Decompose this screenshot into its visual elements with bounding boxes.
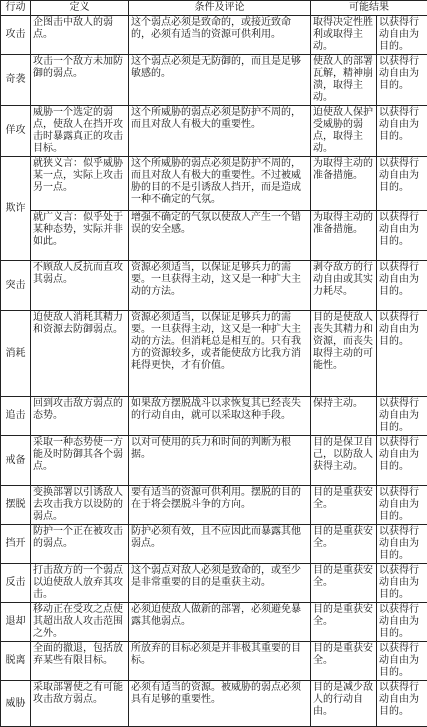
cell-conditions: 防护必须有效，且不应因此而暴露其他弱点。 [129,525,311,564]
cell-action: 脱离 [1,642,31,681]
cell-conditions: 这个弱点必须是致命的，或接近致命的，必须有适当的资源可供利用。 [129,16,311,55]
cell-result: 为取得主动的准备措施。 [311,157,377,211]
cell-conditions: 这个弱点必须是无防御的，而且是足够敏感的。 [129,55,311,106]
cell-purpose: 以获得行动自由为目的。 [377,642,427,681]
cell-result: 目的是重获安全。 [311,525,377,564]
cell-definition: 就广义言：似乎处于某种态势，实际并非如此。 [31,211,129,261]
table-row [1,525,427,564]
table-row [1,261,427,311]
cell-conditions: 增强不确定的气氛以使敌人产生一个错误的安全感。 [129,211,311,261]
cell-definition: 采取部署使之有可能攻击敌方弱点。 [31,681,129,727]
cell-definition: 防护一个正在被攻击的弱点。 [31,525,129,564]
cell-result: 剥夺敌方的行动自由或其实力耗尽。 [311,261,377,311]
cell-action: 退却 [1,603,31,642]
table-row [1,397,427,436]
table-row [1,157,427,211]
table-row [1,642,427,681]
cell-action: 突击 [1,261,31,311]
cell-purpose: 以获得行动自由为目的。 [377,211,427,261]
cell-action: 奇袭 [1,55,31,106]
cell-definition: 全面的撤退，包括放弃某些有限目标。 [31,642,129,681]
cell-definition: 企图击中敌人的弱点。 [31,16,129,55]
table-row [1,311,427,397]
table-row [1,681,427,727]
cell-action: 追击 [1,397,31,436]
cell-result: 目的是重获安全。 [311,603,377,642]
cell-action: 威胁 [1,681,31,727]
cell-purpose: 以获得行动自由为目的。 [377,311,427,397]
header-action: 行动 [1,1,31,16]
table-row [1,486,427,525]
cell-purpose: 以获得行动自由为目的。 [377,564,427,603]
cell-result: 取得决定性胜利或取得主动。 [311,16,377,55]
table-row [1,564,427,603]
cell-definition: 威胁一个选定的弱点，使敌人在挡开攻击时暴露真正的攻击目标。 [31,106,129,157]
cell-result: 为取得主动的准备措施。 [311,211,377,261]
cell-definition: 就狭义言：似乎威胁某一点，实际上攻击另一点。 [31,157,129,211]
cell-purpose: 以获得行动自由为目的。 [377,397,427,436]
cell-definition: 变换部署以引诱敌人去攻击我方以设防的弱点。 [31,486,129,525]
header-definition: 定义 [31,1,129,16]
cell-conditions: 这个所威胁的弱点必须是防护不周的，而且对敌人有极大的重要性。 [129,106,311,157]
cell-definition: 移动正在受攻之点使其超出敌人攻击范围之外。 [31,603,129,642]
cell-conditions: 这个所威胁的弱点必须是防护不周的，而且对敌人有极大的重要性。不过被威胁的目的不是引诱敌人挡开，而是造成一种不确定的气氛。 [129,157,311,211]
cell-purpose: 以获得行动自由为目的。 [377,681,427,727]
cell-action: 欺诈 [1,157,31,261]
header-results: 可能结果 [311,1,427,16]
cell-action: 摆脱 [1,486,31,525]
header-conditions: 条件及评论 [129,1,311,16]
cell-purpose: 以获得行动自由为目的。 [377,55,427,106]
cell-conditions: 资源必须适当，以保证足够兵力的需要。一旦获得主动，这又是一种扩大主动的方法。但消耗总是相互的。只有我方的资源较多，或者能使敌方比我方消耗得更快，才有价值。 [129,311,311,397]
cell-result: 目的是重获安全。 [311,486,377,525]
cell-definition: 打击敌方的一个弱点以迫使敌人放弃其攻击。 [31,564,129,603]
cell-purpose: 以获得行动自由为目的。 [377,603,427,642]
table-row [1,16,427,55]
cell-purpose: 以获得行动自由为目的。 [377,261,427,311]
cell-definition: 采取一种态势使一方能及时防御其各个弱点。 [31,436,129,486]
cell-purpose: 以获得行动自由为目的。 [377,525,427,564]
cell-action: 反击 [1,564,31,603]
cell-definition: 攻击一个敌方未加防御的弱点。 [31,55,129,106]
cell-result: 目的是减少敌人的行动自由。 [311,681,377,727]
cell-result: 迫使敌人保护受威胁的弱点，取得主动。 [311,106,377,157]
cell-purpose: 以获得行动自由为目的。 [377,486,427,525]
cell-definition: 迫使敌人消耗其精力和资源去防御弱点。 [31,311,129,397]
table-row [1,55,427,106]
cell-result: 保持主动。 [311,397,377,436]
cell-result: 目的是重获安全。 [311,642,377,681]
table-row [1,211,427,261]
cell-result: 目的是使敌人丧失其精力和资源，而丧失取得主动的可能性。 [311,311,377,397]
cell-result: 目的是保卫自己，以防敌人获得主动。 [311,436,377,486]
cell-conditions: 这个弱点对敌人必须是致命的，或至少是非常重要的目的是重获主动。 [129,564,311,603]
header-row [1,1,427,16]
table-row [1,106,427,157]
cell-purpose: 以获得行动自由为目的。 [377,436,427,486]
table-body [1,16,427,727]
cell-purpose: 以获得行动自由为目的。 [377,16,427,55]
cell-conditions: 资源必须适当，以保证足够兵力的需要。一旦获得主动，这又是一种扩大主动的方法。 [129,261,311,311]
cell-conditions: 必须有适当的资源。被威胁的弱点必须具有足够的重要性。 [129,681,311,727]
cell-conditions: 必须迫使敌人做新的部署，必须避免暴露其他弱点。 [129,603,311,642]
cell-action: 消耗 [1,311,31,397]
table-row [1,603,427,642]
cell-conditions: 所放弃的目标必须是并非极其重要的目标。 [129,642,311,681]
cell-purpose: 以获得行动自由为目的。 [377,106,427,157]
cell-result: 使敌人的部署瓦解，精神崩溃，取得主动。 [311,55,377,106]
cell-action: 佯攻 [1,106,31,157]
cell-conditions: 要有适当的资源可供利用。摆脱的目的在于将会摆脱斗争的方向。 [129,486,311,525]
cell-definition: 不顾敌人反抗而直攻其弱点。 [31,261,129,311]
cell-conditions: 如果敌方摆脱战斗以求恢复其已经丧失的行动自由，就可以采取这种手段。 [129,397,311,436]
cell-result: 目的是重获安全。 [311,564,377,603]
cell-action: 戒备 [1,436,31,486]
cell-conditions: 以对可使用的兵力和时间的判断为根据。 [129,436,311,486]
cell-purpose: 以获得行动自由为目的。 [377,157,427,211]
table-row [1,436,427,486]
cell-action: 攻击 [1,16,31,55]
cell-action: 挡开 [1,525,31,564]
cell-definition: 回到攻击敌方弱点的态势。 [31,397,129,436]
